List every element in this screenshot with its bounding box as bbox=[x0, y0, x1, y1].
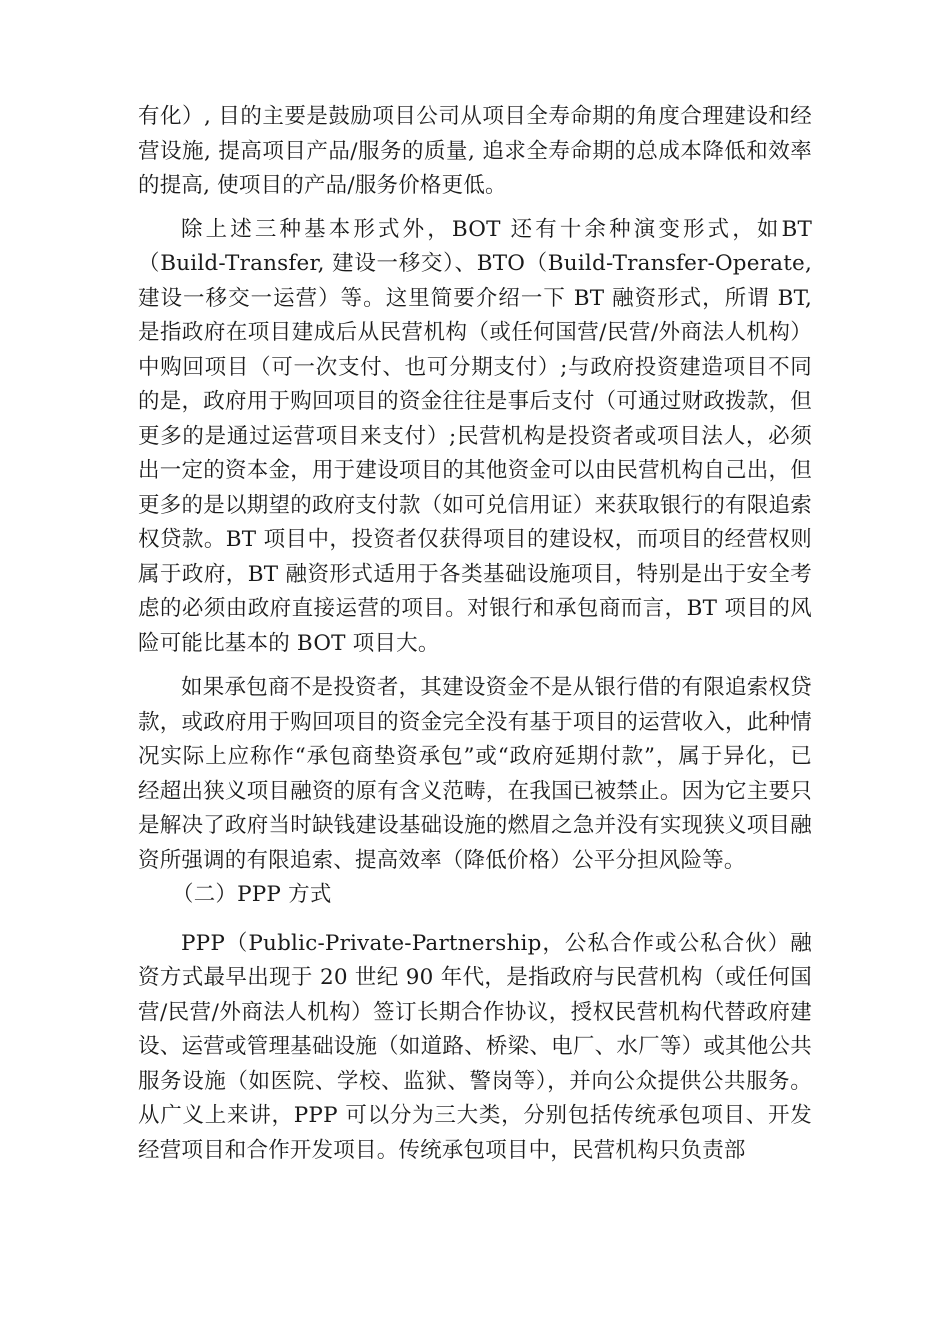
section-heading-ppp: （二）PPP 方式 bbox=[172, 882, 332, 907]
paragraph-continuation: 有化）, 目的主要是鼓励项目公司从项目全寿命期的角度合理建设和经营设施, 提高项目产品/服务的质量, 追求全寿命期的总成本降低和效率的提高, 使项目的产品/服务价格更低。 bbox=[138, 104, 812, 198]
document-page bbox=[138, 100, 812, 1168]
paragraph-ppp: PPP（Public-Private-Partnership，公私合作或公私合伙）融资方式最早出现于 20 世纪 90 年代，是指政府与民营机构（或任何国营/民营/外商法人机构）签订长期合作协议，授权民营机构代替政府建设、运营或管理基础设施（如道路、桥梁、电厂、水厂等）或其他公共服务设施（如医院、学校、监狱、警岗等），并向公众提供公共服务。从广义上来讲，PPP 可以分为三大类，分别包括传统承包项目、开发经营项目和合作开发项目。传统承包项目中，民营机构只负责部 bbox=[138, 930, 812, 1163]
paragraph-contractor-financing: 如果承包商不是投资者，其建设资金不是从银行借的有限追索权贷款，或政府用于购回项目的资金完全没有基于项目的运营收入，此种情况实际上应称作“承包商垫资承包”或“政府延期付款”，属于异化，已经超出狭义项目融资的原有含义范畴，在我国已被禁止。因为它主要只是解决了政府当时缺钱建设基础设施的燃眉之急并没有实现狭义项目融资所强调的有限追索、提高效率（降低价格）公平分担风险等。 bbox=[138, 675, 812, 873]
paragraph-bt-forms: 除上述三种基本形式外，BOT 还有十余种演变形式，如BT（Build-Transfer, 建设一移交）、BTO（Build-Transfer-Operate, 建设一移交一运营）等。这里简要介绍一下 BT 融资形式，所谓 BT, 是指政府在项目建成后从民营机构（或任何国营/民营/外商法人机构）中购回项目（可一次支付、也可分期支付）;与政府投资建造项目不同的是，政府用于购回项目的资金往往是事后支付（可通过财政拨款，但更多的是通过运营项目来支付）;民营机构是投资者或项目法人，必须出一定的资本金，用于建设项目的其他资金可以由民营机构自己出，但更多的是以期望的政府支付款（如可兑信用证）来获取银行的有限追索权贷款。BT 项目中，投资者仅获得项目的建设权，而项目的经营权则属于政府，BT 融资形式适用于各类基础设施项目，特别是出于安全考虑的必须由政府直接运营的项目。对银行和承包商而言，BT 项目的风险可能比基本的 BOT 项目大。 bbox=[138, 216, 812, 656]
